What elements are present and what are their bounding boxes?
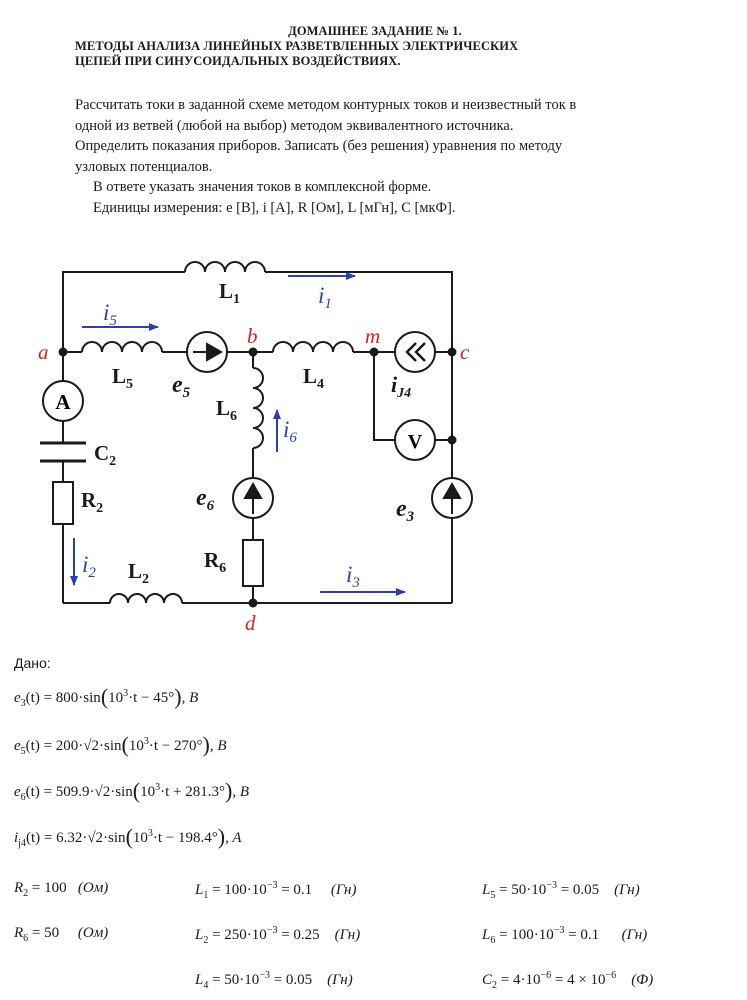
inductor-l4 (273, 342, 353, 352)
inductor-l1 (185, 262, 265, 272)
inductor-l6 (253, 368, 263, 448)
current-label-i2: $i_2$ (82, 552, 96, 581)
wire-top-left (63, 272, 185, 352)
node-dot-voltmeter (448, 436, 457, 445)
node-dot-a (59, 348, 68, 357)
resistor-r2 (53, 482, 73, 524)
param-l6: $L_6 = 100\cdot 10^{-3} = 0.1$ (Гн) (482, 925, 648, 946)
label-l1: $L_1$ (219, 279, 241, 307)
title-line-3: ЦЕПЕЙ ПРИ СИНУСОИДАЛЬНЫХ ВОЗДЕЙСТВИЯХ. (75, 54, 401, 68)
resistor-r6 (243, 540, 263, 586)
task-line-3: Определить показания приборов. Записать (без решения) уравнения по методу (75, 138, 563, 154)
label-l4: $L_4$ (303, 364, 325, 392)
node-dot-m (370, 348, 379, 357)
equation-ij4: $i_{j4}(t) = 6.32\cdot√2\cdot\sin(10^3\cdot t - 198.4^\circ)$, A (14, 824, 242, 849)
equation-e5: $e_5(t) = 200\cdot√2\cdot\sin(10^3\cdot t - 270^\circ)$, B (14, 732, 227, 757)
equation-e3: $e_3(t) = 800\cdot\sin(10^3\cdot t - 45^\circ)$, B (14, 684, 199, 709)
task-line-1: Рассчитать токи в заданной схеме методом контурных токов и неизвестный ток в (75, 97, 577, 113)
current-label-i6: $i_6$ (283, 417, 297, 446)
node-dot-c (448, 348, 457, 357)
task-line-5: В ответе указать значения токов в комплексной форме. (93, 179, 432, 195)
node-label-b: b (247, 324, 258, 348)
param-r2: $R_2 = 100$ (Ом) (14, 880, 109, 899)
label-e5: $e_5$ (172, 372, 191, 401)
param-l1: $L_1 = 100\cdot 10^{-3} = 0.1$ (Гн) (195, 880, 357, 901)
label-ij4: $i_{J4}$ (391, 372, 412, 401)
current-label-i3: $i_3$ (346, 562, 360, 591)
capacitor-c2 (40, 443, 86, 461)
node-label-d: d (245, 611, 256, 635)
label-l5: $L_5$ (112, 364, 134, 392)
equation-e6: $e_6(t) = 509.9\cdot√2\cdot\sin(10^3\cdot t + 281.3^\circ)$, B (14, 778, 249, 803)
param-r6: $R_6 = 50$ (Ом) (14, 925, 109, 944)
label-r6: $R_6$ (204, 548, 227, 576)
inductor-l2 (110, 594, 182, 603)
label-l2: $L_2$ (128, 559, 150, 587)
task-line-2: одной из ветвей (любой на выбор) методом эквивалентного источника. (75, 117, 514, 134)
label-r2: $R_2$ (81, 488, 104, 516)
param-l5: $L_5 = 50\cdot 10^{-3} = 0.05$ (Гн) (482, 880, 640, 901)
node-dot-b (249, 348, 258, 357)
current-label-i1: $i_1$ (318, 283, 332, 312)
label-l6: $L_6$ (216, 396, 238, 424)
label-c2: $C_2$ (94, 441, 117, 469)
title-line-1: ДОМАШНЕЕ ЗАДАНИЕ № 1. (288, 24, 462, 38)
node-label-a: a (38, 340, 49, 364)
node-dot-d (249, 599, 258, 608)
given-label: Дано: (14, 655, 51, 671)
inductor-l5 (82, 342, 162, 352)
param-l2: $L_2 = 250\cdot 10^{-3} = 0.25$ (Гн) (195, 925, 361, 946)
title-line-2: МЕТОДЫ АНАЛИЗА ЛИНЕЙНЫХ РАЗВЕТВЛЕННЫХ ЭЛЕКТРИЧЕСКИХ (75, 39, 519, 53)
current-label-i5: $i_5$ (103, 300, 117, 329)
param-l4: $L_4 = 50\cdot 10^{-3} = 0.05$ (Гн) (195, 970, 353, 991)
param-c2: $C_2 = 4\cdot 10^{-6} = 4 \times 10^{-6}$ (Ф) (482, 970, 654, 991)
node-label-m: m (365, 324, 381, 348)
ammeter-symbol: A (55, 390, 71, 414)
task-line-6: Единицы измерения: e [В], i [А], R [Ом], L [мГн], C [мкФ]. (93, 199, 456, 216)
node-label-c: c (460, 340, 470, 364)
label-e6: $e_6$ (196, 485, 215, 514)
task-line-4: узловых потенциалов. (75, 158, 213, 175)
voltmeter-symbol: V (407, 431, 423, 453)
label-e3: $e_3$ (396, 496, 415, 525)
